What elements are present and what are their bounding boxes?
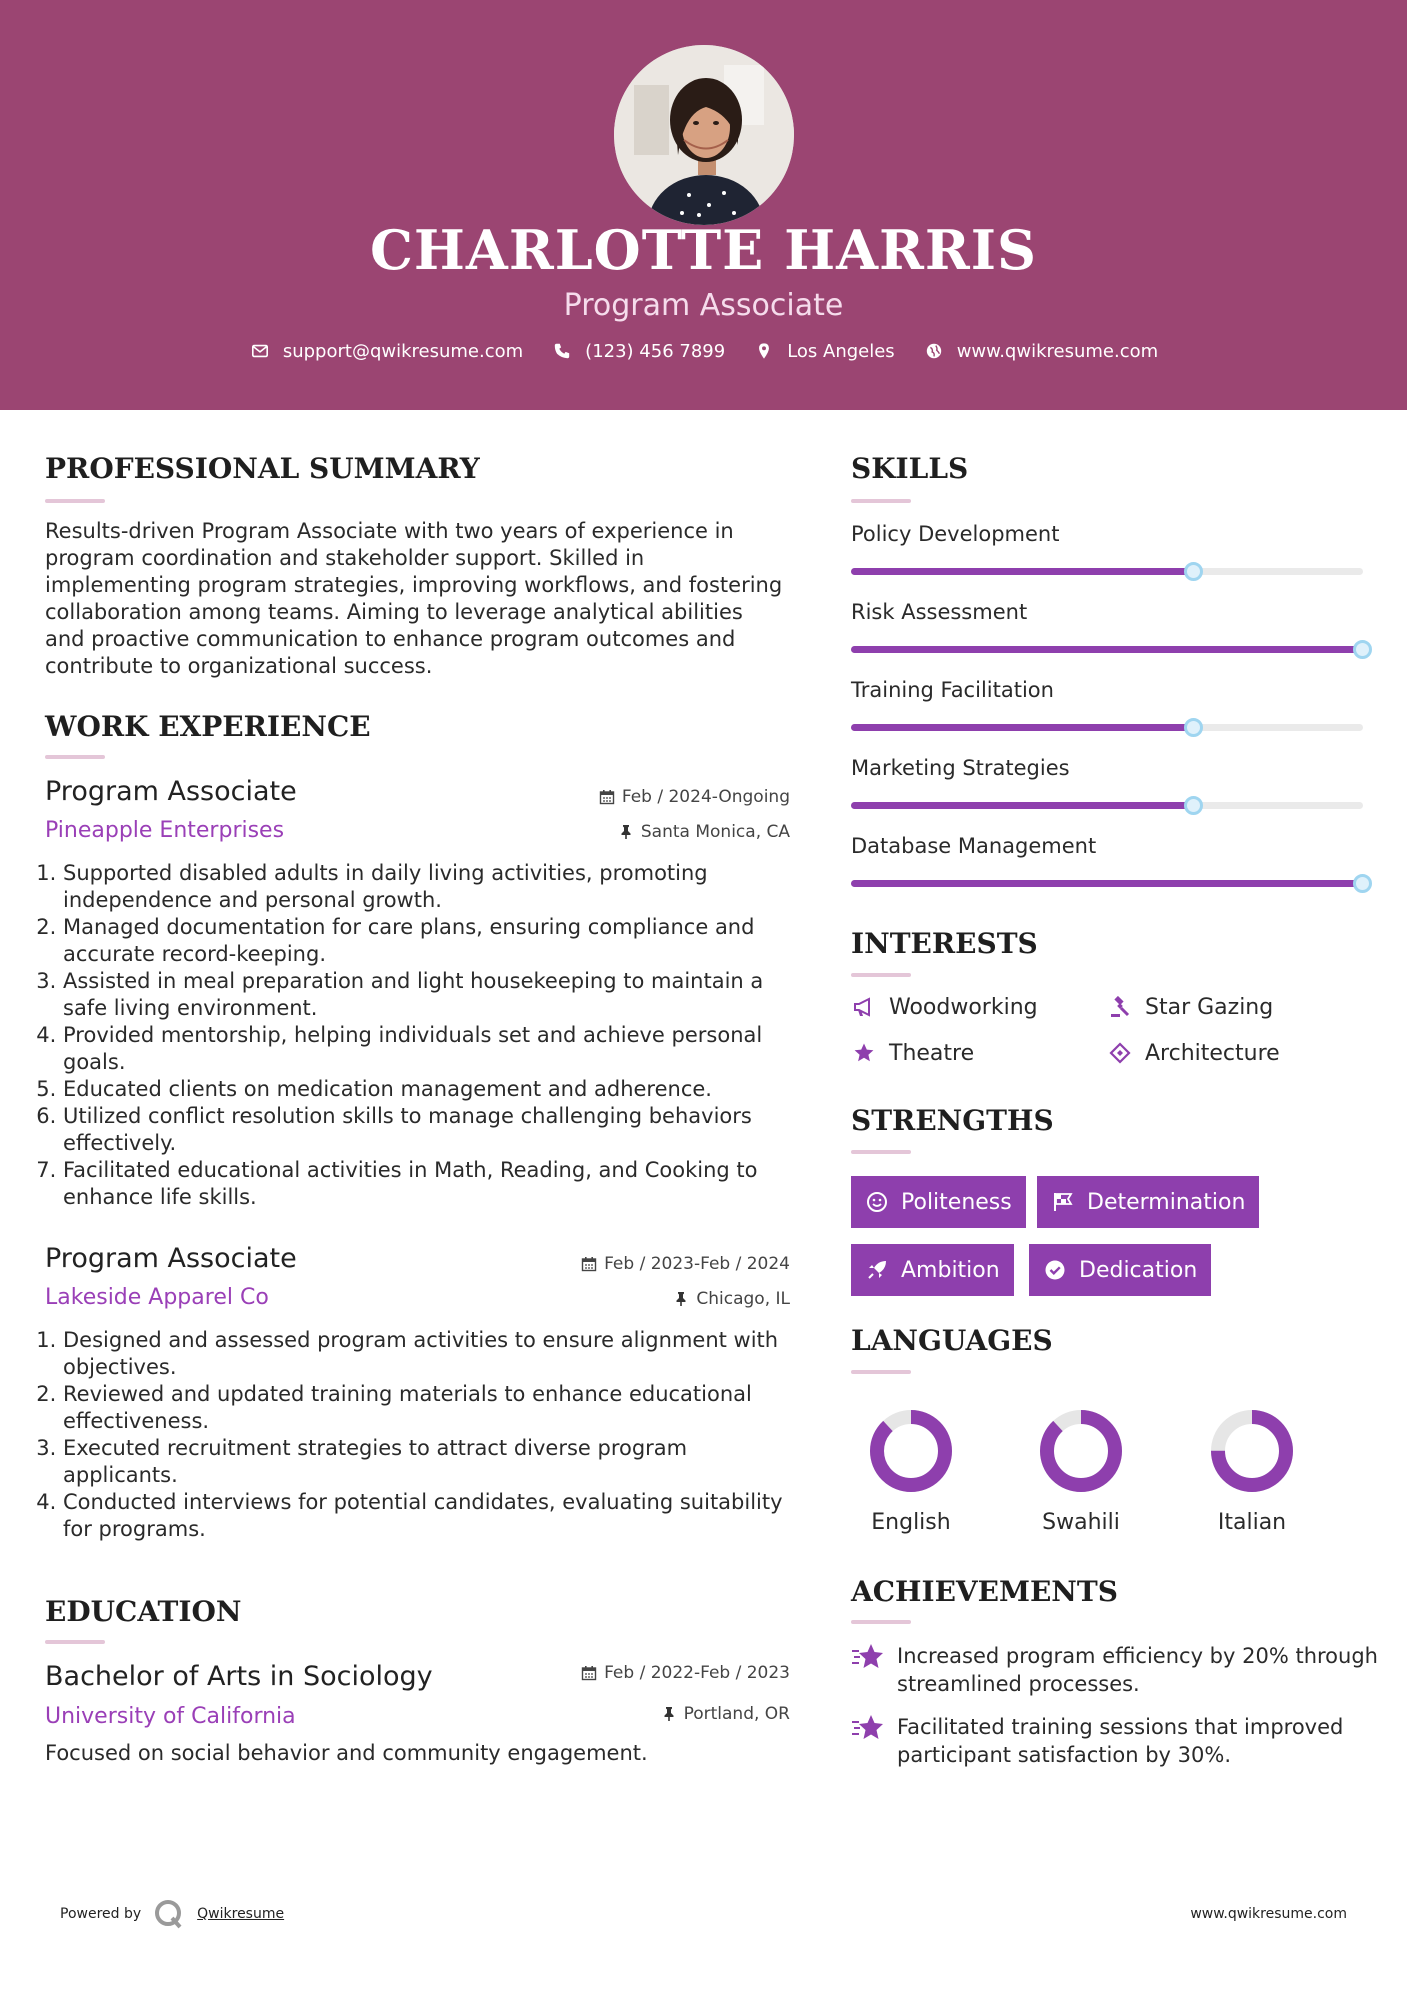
skill-bar-knob [1353, 874, 1372, 893]
interest-item [1107, 1040, 1280, 1066]
strength-badge [1029, 1244, 1211, 1296]
job-company: Pineapple Enterprises [45, 818, 285, 843]
job-dates-text: Feb / 2023-Feb / 2024 [604, 1254, 790, 1274]
skill-bar [851, 880, 1363, 887]
skill-bar-fill [851, 724, 1194, 731]
contact-phone[interactable] [551, 340, 725, 362]
footer-powered-by [60, 1898, 284, 1930]
skill-label: Marketing Strategies [851, 756, 1070, 780]
skill-bar-knob [1353, 640, 1372, 659]
language-donut [1207, 1406, 1297, 1496]
strengths-rule [851, 1150, 911, 1154]
language-donut [1036, 1406, 1126, 1496]
strength-badge [851, 1176, 1026, 1228]
degree-title: Bachelor of Arts in Sociology [45, 1661, 433, 1692]
job-dates [440, 787, 790, 807]
languages-rule [851, 1370, 911, 1374]
skill-label: Policy Development [851, 522, 1060, 546]
summary-rule [45, 499, 105, 503]
resume-header [0, 0, 1407, 410]
job-dates-text: Feb / 2024-Ongoing [621, 787, 790, 807]
skills-rule [851, 499, 911, 503]
language-label: English [871, 1510, 951, 1535]
skills-heading: SKILLS [851, 452, 969, 485]
skill-bar-fill [851, 568, 1194, 575]
interest-item [1107, 994, 1273, 1020]
footer-website[interactable]: www.qwikresume.com [1190, 1906, 1347, 1922]
interest-item [851, 994, 1038, 1020]
calendar-icon [581, 1256, 597, 1272]
achievements-heading: ACHIEVEMENTS [851, 1575, 1118, 1608]
website-text: www.qwikresume.com [956, 340, 1159, 362]
duty-item: 2. Managed documentation for care plans, ensuring compliance and accurate record-keeping. [63, 914, 797, 968]
skill-label: Risk Assessment [851, 600, 1028, 624]
interests-heading: INTERESTS [851, 927, 1038, 960]
brand-link[interactable]: Qwikresume [197, 1906, 285, 1922]
skill-bar-fill [851, 802, 1194, 809]
calendar-icon [581, 1665, 597, 1681]
job-location-text: Santa Monica, CA [640, 822, 790, 842]
language-item [851, 1406, 971, 1535]
language-label: Italian [1217, 1510, 1287, 1535]
interest-item [851, 1040, 974, 1066]
contact-email[interactable] [249, 340, 523, 362]
education-heading: EDUCATION [45, 1595, 242, 1628]
language-item [1021, 1406, 1141, 1535]
experience-heading: WORK EXPERIENCE [45, 710, 371, 743]
ticket-icon [1107, 1040, 1133, 1066]
education-dates [440, 1663, 790, 1683]
star-burst-icon [851, 1642, 885, 1672]
duty-item: 6. Utilized conflict resolution skills to manage challenging behaviors effectively. [63, 1103, 797, 1157]
duty-item: 3. Assisted in meal preparation and light housekeeping to maintain a safe living environment. [63, 968, 797, 1022]
education-rule [45, 1640, 105, 1644]
achievement-text: Increased program efficiency by 20% through streamlined processes. [897, 1644, 1378, 1696]
profile-photo [614, 45, 794, 225]
job-duties-list [37, 860, 797, 1211]
skill-bar [851, 724, 1363, 731]
check-circle-icon [1043, 1258, 1067, 1282]
email-text: support@qwikresume.com [282, 340, 524, 362]
school-name: University of California [45, 1704, 296, 1729]
languages-heading: LANGUAGES [851, 1324, 1053, 1357]
duty-item: 4. Conducted interviews for potential candidates, evaluating suitability for programs. [63, 1489, 797, 1543]
language-donut [866, 1406, 956, 1496]
job-company: Lakeside Apparel Co [45, 1285, 269, 1310]
achievements-rule [851, 1620, 911, 1624]
contact-website[interactable] [923, 340, 1158, 362]
strengths-heading: STRENGTHS [851, 1104, 1054, 1137]
donut-fill [1047, 1417, 1115, 1485]
job-location [440, 1289, 790, 1309]
language-item [1192, 1406, 1312, 1535]
donut-fill [877, 1417, 945, 1485]
duty-item: 4. Provided mentorship, helping individuals set and achieve personal goals. [63, 1022, 797, 1076]
duty-item: 5. Educated clients on medication management and adherence. [63, 1076, 797, 1103]
education-description: Focused on social behavior and community engagement. [45, 1741, 648, 1765]
duty-item: 7. Facilitated educational activities in Math, Reading, and Cooking to enhance life skills. [63, 1157, 797, 1211]
job-location [440, 822, 790, 842]
powered-by-label: Powered by [60, 1906, 142, 1922]
candidate-name: CHARLOTTE HARRIS [369, 218, 1038, 282]
interest-label: Star Gazing [1145, 994, 1274, 1020]
flag-icon [1051, 1190, 1075, 1214]
pushpin-icon [618, 824, 634, 840]
interest-label: Architecture [1145, 1040, 1280, 1066]
achievement-text: Facilitated training sessions that improved participant satisfaction by 30%. [897, 1715, 1344, 1767]
strength-badge [851, 1244, 1014, 1296]
experience-rule [45, 755, 105, 759]
location-text: Los Angeles [787, 340, 895, 362]
envelope-icon [249, 340, 271, 362]
duty-item: 1. Supported disabled adults in daily living activities, promoting independence and personal growth. [63, 860, 797, 914]
phone-icon [551, 340, 573, 362]
gavel-icon [1107, 994, 1133, 1020]
bullhorn-icon [851, 994, 877, 1020]
skill-bar-knob [1184, 718, 1203, 737]
candidate-title: Program Associate [563, 288, 844, 323]
contact-location [753, 340, 895, 362]
duty-item: 2. Reviewed and updated training materials to enhance educational effectiveness. [63, 1381, 797, 1435]
interest-label: Woodworking [889, 994, 1038, 1020]
skill-bar [851, 568, 1363, 575]
skill-bar-knob [1184, 562, 1203, 581]
strength-label: Dedication [1079, 1257, 1198, 1283]
job-title: Program Associate [45, 776, 297, 807]
duty-item: 1. Designed and assessed program activities to ensure alignment with objectives. [63, 1327, 797, 1381]
strength-label: Politeness [901, 1189, 1012, 1215]
pushpin-icon [661, 1706, 677, 1722]
skill-bar-fill [851, 880, 1363, 887]
phone-text: (123) 456 7899 [585, 340, 726, 362]
achievement-item [851, 1642, 1381, 1698]
star-burst-icon [851, 1713, 885, 1743]
globe-icon [923, 340, 945, 362]
skill-label: Training Facilitation [851, 678, 1054, 702]
interest-label: Theatre [889, 1040, 975, 1066]
strength-label: Ambition [901, 1257, 1000, 1283]
skill-bar-fill [851, 646, 1363, 653]
map-pin-icon [753, 340, 775, 362]
summary-text: Results-driven Program Associate with two years of experience in program coordination and stakeholder support. Skilled in implementing program strategies, improving workflows, and fostering collaboration among teams. Aiming to leverage analytical abilities and proactive communication to enhance program outcomes and contribute to organizational success. [45, 519, 783, 678]
pushpin-icon [673, 1291, 689, 1307]
achievement-item [851, 1713, 1381, 1769]
summary-heading: PROFESSIONAL SUMMARY [45, 452, 480, 485]
skill-bar [851, 802, 1363, 809]
skill-label: Database Management [851, 834, 1097, 858]
smile-icon [865, 1190, 889, 1214]
duty-item: 3. Executed recruitment strategies to attract diverse program applicants. [63, 1435, 797, 1489]
education-location [440, 1704, 790, 1724]
strength-label: Determination [1087, 1189, 1246, 1215]
interests-rule [851, 973, 911, 977]
contact-bar [0, 340, 1407, 362]
skill-bar [851, 646, 1363, 653]
qwikresume-logo-icon [153, 1898, 185, 1930]
job-duties-list [37, 1327, 797, 1543]
education-dates-text: Feb / 2022-Feb / 2023 [604, 1663, 790, 1683]
language-label: Swahili [1042, 1510, 1120, 1535]
star-icon [851, 1040, 877, 1066]
rocket-icon [865, 1258, 889, 1282]
education-location-text: Portland, OR [683, 1704, 790, 1724]
job-location-text: Chicago, IL [696, 1289, 790, 1309]
strength-badge [1037, 1176, 1259, 1228]
job-dates [440, 1254, 790, 1274]
skill-bar-knob [1184, 796, 1203, 815]
calendar-icon [599, 789, 615, 805]
job-title: Program Associate [45, 1243, 297, 1274]
